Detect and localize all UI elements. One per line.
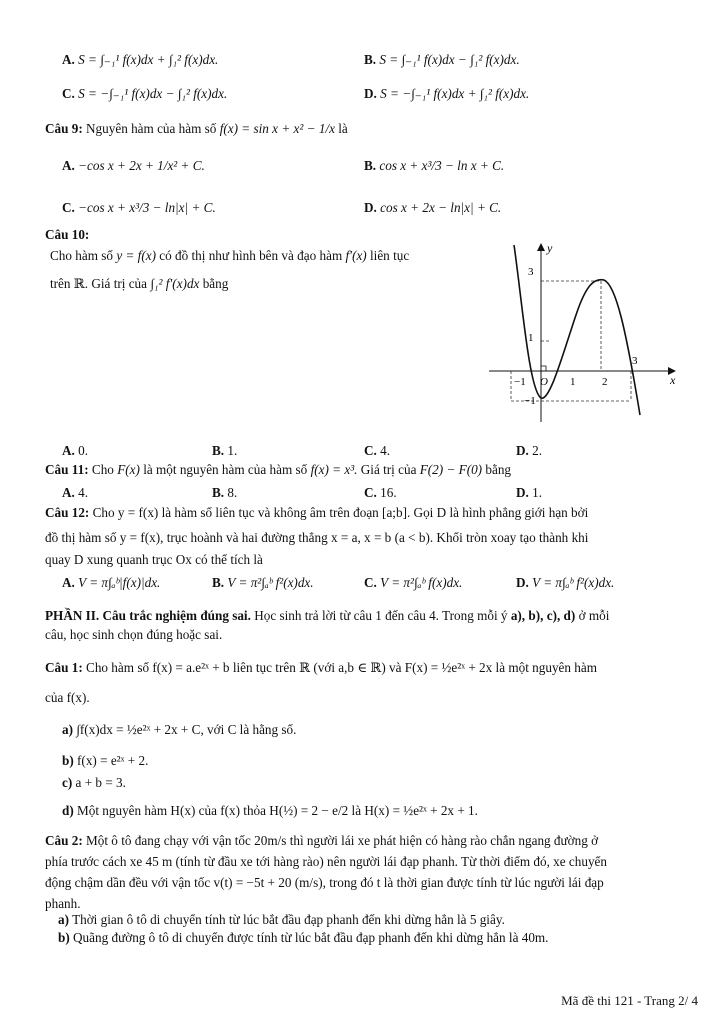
function-graph (484, 240, 684, 425)
q10-option-a: A. 0. (62, 443, 89, 458)
q10-option-b: B. 1. (212, 443, 238, 458)
q11-option-b: B. 8. (212, 485, 238, 500)
p2q1-line2: của f(x). (45, 690, 90, 705)
tick-label-x3: 3 (632, 355, 638, 367)
q11-option-a: A. 4. (62, 485, 89, 500)
axis-label-x: x (670, 373, 676, 387)
q10-option-d: D. 2. (516, 443, 543, 458)
p2q1-item-c: c) a + b = 3. (62, 775, 126, 790)
q10-label: Câu 10: (45, 227, 90, 242)
origin-label: O (540, 376, 548, 388)
q8-option-d: D. S = −∫₋₁¹ f(x)dx + ∫₁² f(x)dx. (364, 86, 530, 101)
p2q2-item-b: b) Quãng đường ô tô di chuyển được tính từ lúc bắt đầu đạp phanh đến khi dừng hẳn là 40m. (58, 930, 549, 945)
q12-line3: quay D xung quanh trục Ox có thể tích là (45, 552, 263, 567)
q12-line2: đồ thị hàm số y = f(x), trục hoành và hai đường thẳng x = a, x = b (a < b). Khối tròn xoay tạo thành khi (45, 530, 589, 545)
q8-option-b: B. S = ∫₋₁¹ f(x)dx − ∫₁² f(x)dx. (364, 52, 520, 67)
tick-label-ym1: −1 (524, 395, 536, 407)
q12-option-a: A. V = π∫ₐᵇ|f(x)|dx. (62, 575, 161, 590)
q11-option-c: C. 16. (364, 485, 397, 500)
q10-option-c: C. 4. (364, 443, 391, 458)
tick-label-x1: 1 (570, 376, 576, 388)
p2q2-item-a: a) Thời gian ô tô di chuyển tính từ lúc bắt đầu đạp phanh đến khi dừng hẳn là 5 giây. (58, 912, 505, 927)
p2q1-item-b: b) f(x) = e²ˣ + 2. (62, 753, 149, 768)
q9-option-d: D. cos x + 2x − ln|x| + C. (364, 200, 502, 215)
q11-option-d: D. 1. (516, 485, 543, 500)
p2q1-line1: Câu 1: Cho hàm số f(x) = a.e²ˣ + b liên tục trên ℝ (với a,b ∈ ℝ) và F(x) = ½e²ˣ + 2x là một nguyên hàm (45, 660, 597, 675)
p2q1-item-d: d) Một nguyên hàm H(x) của f(x) thỏa H(½) = 2 − e/2 là H(x) = ½e²ˣ + 2x + 1. (62, 803, 478, 818)
p2q2-line1: Câu 2: Một ô tô đang chạy với vận tốc 20m/s thì người lái xe phát hiện có hàng rào chắn ngang đường ở (45, 833, 599, 848)
q8-option-a: A. S = ∫₋₁¹ f(x)dx + ∫₁² f(x)dx. (62, 52, 219, 67)
q12-line1: Câu 12: Cho y = f(x) là hàm số liên tục và không âm trên đoạn [a;b]. Gọi D là hình phẳng giới hạn bởi (45, 505, 589, 520)
q10-line2: trên ℝ. Giá trị của ∫₁² f′(x)dx bằng (50, 276, 229, 291)
p2q1-item-a: a) ∫f(x)dx = ½e²ˣ + 2x + C, với C là hằng số. (62, 722, 297, 737)
q8-option-c: C. S = −∫₋₁¹ f(x)dx − ∫₁² f(x)dx. (62, 86, 228, 101)
tick-label-y3: 3 (528, 266, 534, 278)
tick-label-y1: 1 (528, 332, 534, 344)
q9-option-c: C. −cos x + x³/3 − ln|x| + C. (62, 200, 216, 215)
part2-instr-line2: câu, học sinh chọn đúng hoặc sai. (45, 627, 223, 642)
q11-question: Câu 11: Cho F(x) là một nguyên hàm của hàm số f(x) = x³. Giá trị của F(2) − F(0) bằng (45, 462, 512, 477)
page-footer: Mã đề thi 121 - Trang 2/ 4 (561, 993, 698, 1008)
p2q2-line4: phanh. (45, 896, 81, 911)
q12-option-c: C. V = π²∫ₐᵇ f(x)dx. (364, 575, 463, 590)
p2q2-line2: phía trước cách xe 45 m (tính từ đầu xe tới hàng rào) nên người lái đạp phanh. Từ thời điểm đó, xe chuyển (45, 854, 607, 869)
q9-question: Câu 9: Nguyên hàm của hàm số f(x) = sin x + x² − 1/x là (45, 121, 348, 136)
q9-option-a: A. −cos x + 2x + 1/x² + C. (62, 158, 205, 173)
part2-header: PHẦN II. Câu trắc nghiệm đúng sai. Học sinh trả lời từ câu 1 đến câu 4. Trong mỗi ý a), b), c), d) ở mỗi (45, 608, 610, 623)
q10-line1: Cho hàm số y = f(x) có đồ thị như hình bên và đạo hàm f′(x) liên tục (50, 248, 410, 263)
axis-label-y: y (547, 241, 553, 255)
p2q2-line3: động chậm dần đều với vận tốc v(t) = −5t + 20 (m/s), trong đó t là thời gian được tính từ lúc người lái đạp (45, 875, 604, 890)
q12-option-d: D. V = π∫ₐᵇ f²(x)dx. (516, 575, 615, 590)
tick-label-xm1: −1 (514, 376, 526, 388)
q12-option-b: B. V = π²∫ₐᵇ f²(x)dx. (212, 575, 314, 590)
tick-label-x2: 2 (602, 376, 608, 388)
q9-option-b: B. cos x + x³/3 − ln x + C. (364, 158, 505, 173)
